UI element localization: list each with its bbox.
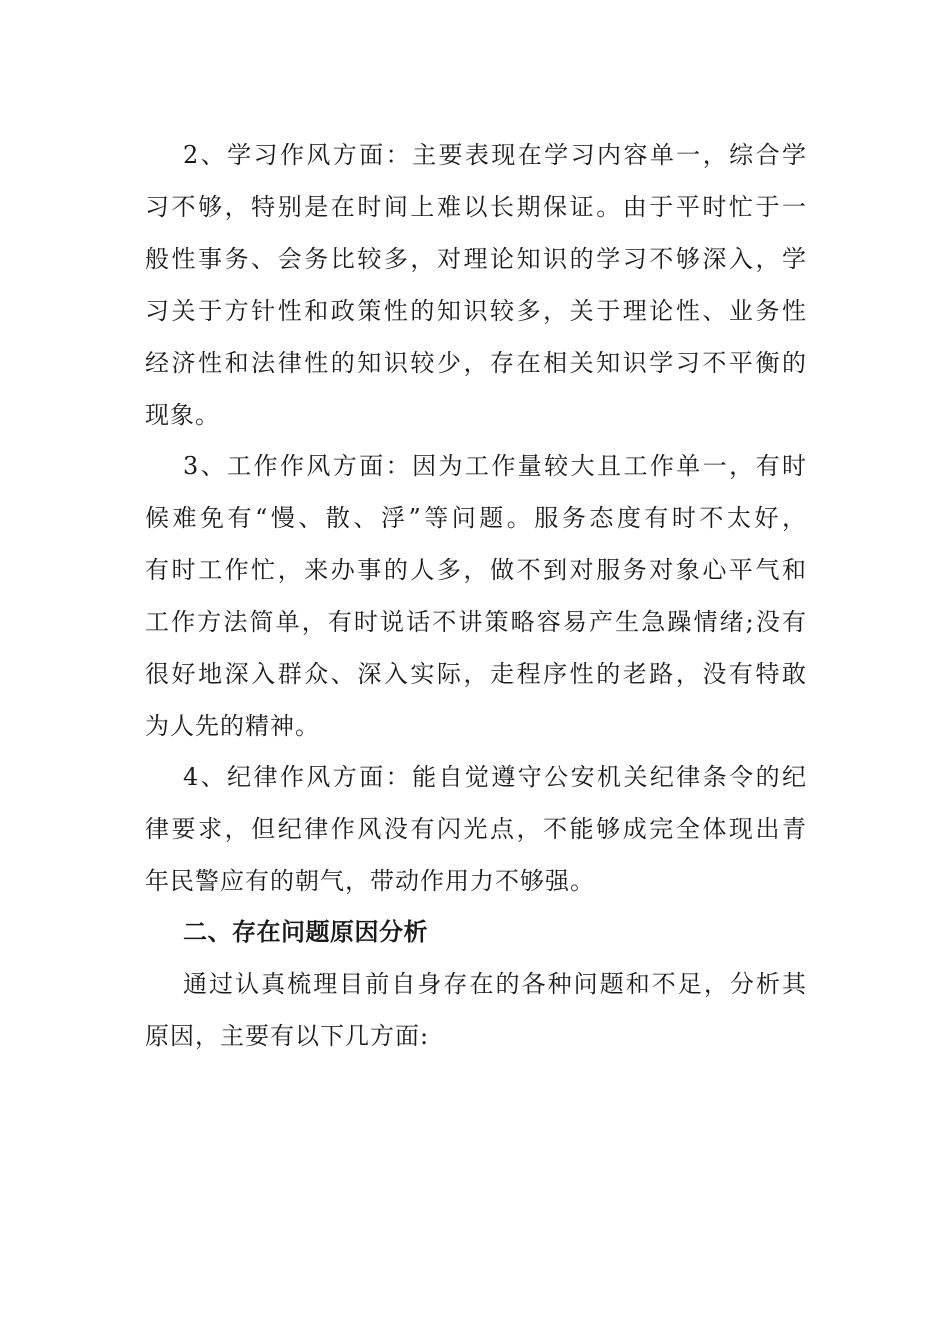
text-line: 工作方法简单，有时说话不讲策略容易产生急躁情绪;没有: [145, 608, 807, 636]
text-line: 4、纪律作风方面：能自觉遵守公安机关纪律条令的纪: [183, 763, 807, 791]
paragraph-study-style: [145, 129, 807, 441]
paragraph-work-style: [145, 440, 807, 752]
text-line: 3、工作作风方面：因为工作量较大且工作单一，有时: [183, 452, 807, 480]
text-line: 2、学习作风方面：主要表现在学习内容单一，综合学: [183, 141, 807, 169]
text-line: 很好地深入群众、深入实际，走程序性的老路，没有特敢: [145, 660, 807, 688]
text-line: 习不够，特别是在时间上难以长期保证。由于平时忙于一: [145, 193, 807, 221]
text-line: 现象。: [145, 401, 220, 429]
section-heading: 二、存在问题原因分析: [183, 918, 428, 946]
paragraph-closing: [145, 958, 807, 1062]
text-line: 候难免有“慢、散、浮”等问题。服务态度有时不太好，: [145, 504, 807, 532]
text-line: 通过认真梳理目前自身存在的各种问题和不足，分析其: [183, 970, 807, 998]
text-line: 律要求，但纪律作风没有闪光点，不能够成完全体现出青: [145, 815, 807, 843]
text-line: 有时工作忙，来办事的人多，做不到对服务对象心平气和: [145, 556, 807, 584]
text-line: 原因，主要有以下几方面:: [145, 1022, 430, 1050]
text-line: 习关于方针性和政策性的知识较多，关于理论性、业务性: [145, 297, 807, 325]
paragraph-discipline-style: [145, 751, 807, 907]
text-line: 年民警应有的朝气，带动作用力不够强。: [145, 867, 595, 895]
text-line: 为人先的精神。: [145, 712, 320, 740]
text-line: 般性事务、会务比较多，对理论知识的学习不够深入，学: [145, 245, 807, 273]
text-line: 经济性和法律性的知识较少，存在相关知识学习不平衡的: [145, 349, 807, 377]
